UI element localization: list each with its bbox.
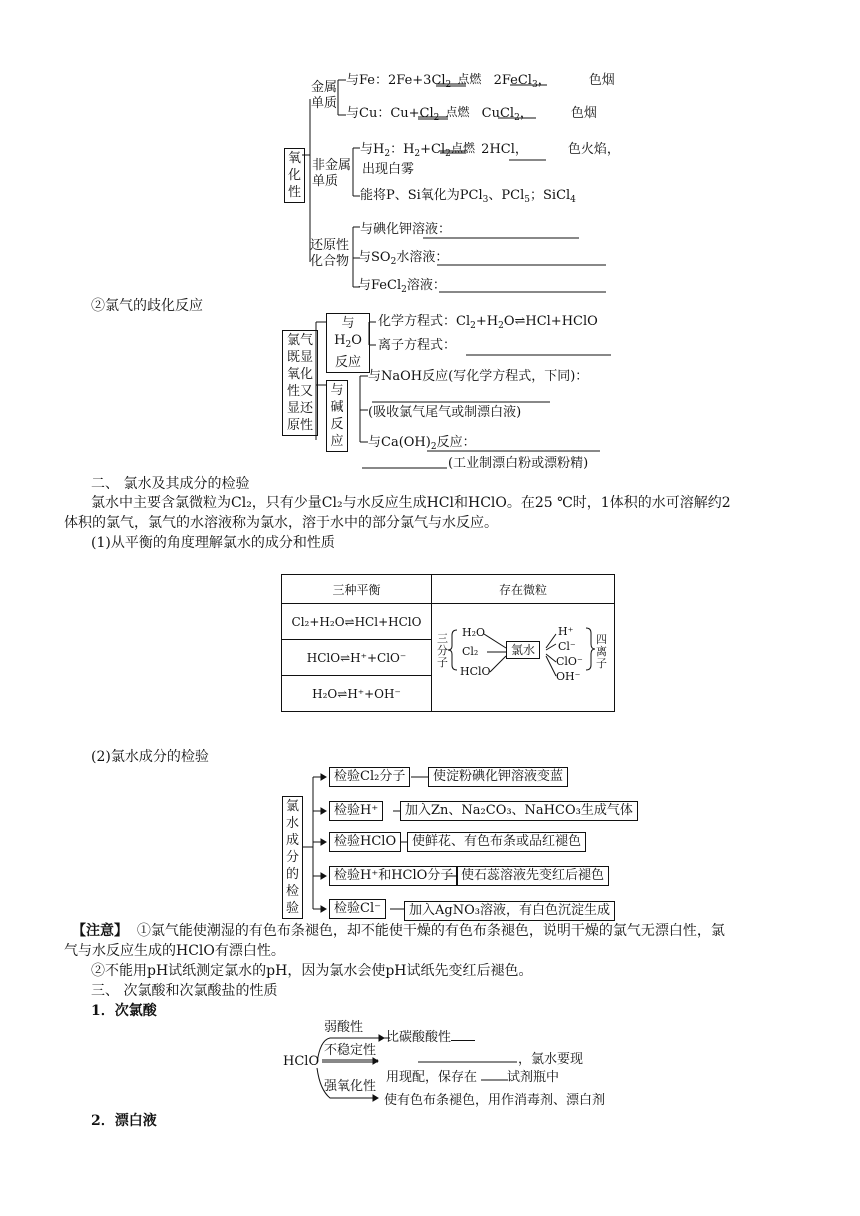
molecule-h2o: H₂O — [462, 626, 486, 639]
ki-reaction: 与碘化钾溶液： — [360, 222, 452, 237]
result-h: 加入Zn、Na₂CO₃、NaHCO₃生成气体 — [400, 801, 638, 821]
oxidizing-detail: 使有色布条褪色，用作消毒剂、漂白剂 — [384, 1093, 606, 1108]
unstable-label: 不稳定性 — [324, 1043, 377, 1058]
test-hclo: 检验HClO — [329, 832, 401, 852]
notice-line1: 【注意】 ①氯气能使潮湿的有色布条褪色，却不能使干燥的有色布条褪色，说明干燥的氯气无漂白性，氯 — [72, 923, 725, 939]
oxidizing-label: 强氧化性 — [324, 1079, 377, 1094]
section2-para1b: 体积的氯气，氯气的水溶液称为氯水，溶于水中的部分氯气与水反应。 — [64, 515, 498, 531]
equilibrium-3: H₂O⇌H⁺+OH⁻ — [282, 676, 432, 712]
chlorine-water-center: 氯水 — [506, 641, 540, 659]
detection-side-label: 氯水成分的检验 — [282, 796, 303, 919]
oxidation-root: 氧化性 — [284, 148, 305, 203]
molecule-hclo: HClO — [460, 665, 491, 678]
reducing-label: 还原性化合物 — [310, 238, 350, 269]
section2-para1: 氯水中主要含氯微粒为Cl₂，只有少量Cl₂与水反应生成HCl和HClO。在25 ℃时，1体积的水可溶解约2 — [91, 495, 731, 511]
result-cl2: 使淀粉碘化钾溶液变蓝 — [428, 767, 568, 787]
equilibrium-1: Cl₂+H₂O⇌HCl+HClO — [282, 604, 432, 640]
test-cl-ion: 检验Cl⁻ — [329, 899, 386, 919]
section3-item2: 2．漂白液 — [91, 1113, 157, 1129]
ion-oh: OH⁻ — [556, 670, 581, 683]
ion-clo: ClO⁻ — [556, 655, 583, 668]
section3-title: 三、 次氯酸和次氯酸盐的性质 — [91, 983, 278, 999]
notice-label: 【注意】 — [72, 923, 128, 939]
three-molecules-label: 三分子 — [437, 632, 448, 669]
naoh-note: (吸收氯气尾气或制漂白液) — [368, 405, 522, 420]
molecule-cl2: Cl₂ — [462, 645, 479, 658]
table-header-left: 三种平衡 — [282, 575, 432, 604]
water-reaction-label: 与$H_2O$反应 — [326, 313, 370, 373]
fe-reaction: 与Fe：$2Fe+3Cl_2$ 点燃 2FeCl$_3$， 色烟 — [346, 72, 615, 90]
ion-cl: Cl⁻ — [558, 640, 576, 653]
section2-sub2: (2)氯水成分的检验 — [91, 749, 209, 765]
caoh-note: (工业制漂白粉或漂粉精) — [448, 456, 589, 471]
four-ions-label: 四离子 — [596, 633, 607, 670]
equilibrium-2: HClO⇌H⁺+ClO⁻ — [282, 640, 432, 676]
caoh-reaction: 与$Ca(OH)_2$反应： — [368, 435, 476, 452]
fecl2-reaction: 与FeCl$_2$溶液： — [358, 278, 446, 295]
nonmetal-label: 非金属单质 — [312, 158, 352, 189]
ion-equation: 离子方程式： — [378, 338, 457, 353]
chem-equation: 化学方程式：$Cl_2+H_2O\rightleftharpoons HCl+HClO$ — [378, 314, 598, 331]
disproportionation-heading: ②氯气的歧化反应 — [91, 298, 203, 314]
cu-reaction: 与Cu：$Cu+Cl_2$ 点燃 CuCl$_2$， 色烟 — [346, 105, 597, 123]
h2-reaction: 与$H_2$：$H_2+Cl_2$ 点燃 2HCl， 色火焰， — [360, 141, 620, 159]
test-h-hclo: 检验H⁺和HClO分子 — [329, 866, 458, 886]
metal-label: 金属单质 — [311, 80, 338, 111]
hclo-label: HClO — [283, 1054, 320, 1069]
weak-acid-detail: 比碳酸酸性 — [386, 1030, 475, 1046]
naoh-reaction: 与NaOH反应(写化学方程式，下同)： — [368, 369, 589, 384]
unstable-detail: ，氯水要现 — [518, 1052, 584, 1067]
base-reaction-label: 与碱反应 — [326, 380, 348, 452]
disproportionation-side-label: 氯气既显氧化性又显还原性 — [282, 330, 318, 436]
result-cl-ion: 加入AgNO₃溶液，有白色沉淀生成 — [404, 901, 615, 921]
test-h: 检验H⁺ — [329, 801, 383, 821]
ion-h: H⁺ — [558, 625, 574, 638]
test-cl2: 检验Cl₂分子 — [329, 767, 410, 787]
section2-sub1: (1)从平衡的角度理解氯水的成分和性质 — [91, 535, 335, 551]
h2-white-fog: 出现白雾 — [362, 162, 415, 177]
result-h-hclo: 使石蕊溶液先变红后褪色 — [456, 866, 609, 886]
table-header-right: 存在微粒 — [432, 575, 615, 604]
unstable-line2: 用现配，保存在 试剂瓶中 — [386, 1070, 560, 1085]
p-si-oxidation: 能将P、Si氧化为PCl$_3$、PCl$_5$；SiCl$_4$ — [360, 188, 576, 205]
so2-reaction: 与$SO_2$水溶液： — [358, 250, 449, 267]
weak-acid-label: 弱酸性 — [324, 1020, 364, 1035]
notice-line3: ②不能用pH试纸测定氯水的pH，因为氯水会使pH试纸先变红后褪色。 — [91, 963, 533, 979]
notice-line2: 气与水反应生成的HClO有漂白性。 — [64, 943, 285, 959]
section2-title: 二、 氯水及其成分的检验 — [91, 476, 250, 492]
section3-item1: 1．次氯酸 — [91, 1003, 157, 1019]
result-hclo: 使鲜花、有色布条或品红褪色 — [407, 832, 586, 852]
